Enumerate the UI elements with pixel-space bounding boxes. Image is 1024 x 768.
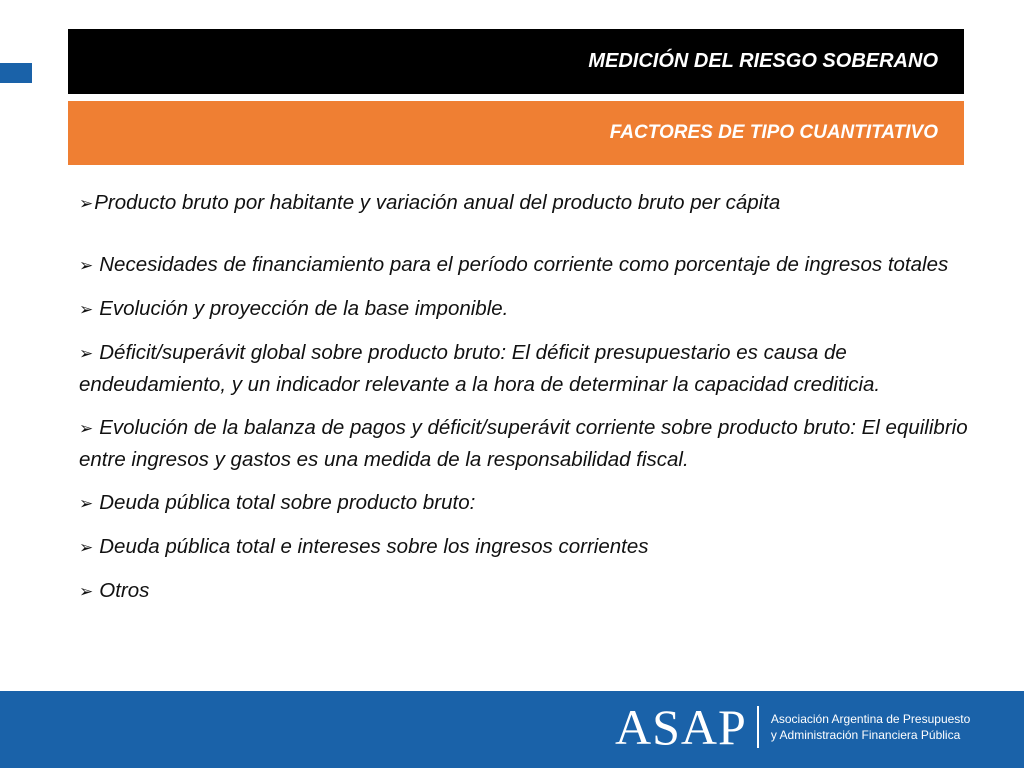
arrow-bullet-icon: ➢ <box>79 494 94 513</box>
slide-title: MEDICIÓN DEL RIESGO SOBERANO <box>588 50 938 72</box>
arrow-bullet-icon: ➢ <box>79 194 94 213</box>
arrow-bullet-icon: ➢ <box>79 256 94 275</box>
arrow-bullet-icon: ➢ <box>79 419 94 438</box>
arrow-bullet-icon: ➢ <box>79 582 94 601</box>
bullet-item <box>79 249 984 281</box>
bullet-item <box>79 412 984 475</box>
organization-name-line2: y Administración Financiera Pública <box>770 728 961 742</box>
bullet-text: Necesidades de financiamiento para el período corriente como porcentaje de ingresos totales <box>99 253 949 276</box>
bullet-item <box>79 187 984 219</box>
subtitle-bar <box>68 101 964 165</box>
bullet-text: Deuda pública total e intereses sobre los ingresos corrientes <box>99 535 649 558</box>
bullet-text: Otros <box>99 579 150 602</box>
side-accent-bar <box>0 63 32 83</box>
bullet-item <box>79 293 984 325</box>
logo-wordmark: ASAP <box>615 699 747 755</box>
bullet-text: Producto bruto por habitante y variación anual del producto bruto per cápita <box>94 191 781 214</box>
arrow-bullet-icon: ➢ <box>79 344 94 363</box>
bullet-item <box>79 487 984 519</box>
bullet-item <box>79 531 984 563</box>
organization-name <box>771 711 970 743</box>
slide-subtitle: FACTORES DE TIPO CUANTITATIVO <box>609 122 938 143</box>
arrow-bullet-icon: ➢ <box>79 538 94 557</box>
bullet-text: Deuda pública total sobre producto bruto: <box>99 491 476 514</box>
arrow-bullet-icon: ➢ <box>79 300 94 319</box>
bullet-item <box>79 575 984 607</box>
footer-bar <box>0 691 1024 768</box>
title-bar <box>68 29 964 94</box>
logo-divider <box>757 706 759 748</box>
bullet-list <box>79 187 984 607</box>
bullet-item <box>79 337 984 400</box>
bullet-text: Evolución y proyección de la base imponible. <box>99 297 509 320</box>
organization-name-line1: Asociación Argentina de Presupuesto <box>770 712 971 726</box>
bullet-text: Déficit/superávit global sobre producto bruto: El déficit presupuestario es causa de endeudamiento, y un indicador relevante a la hora de determinar la capacidad crediticia. <box>79 341 881 396</box>
asap-logo <box>615 697 970 757</box>
bullet-text: Evolución de la balanza de pagos y déficit/superávit corriente sobre producto bruto: El equilibrio entre ingresos y gastos es una medida de la responsabilidad fiscal. <box>79 416 968 471</box>
